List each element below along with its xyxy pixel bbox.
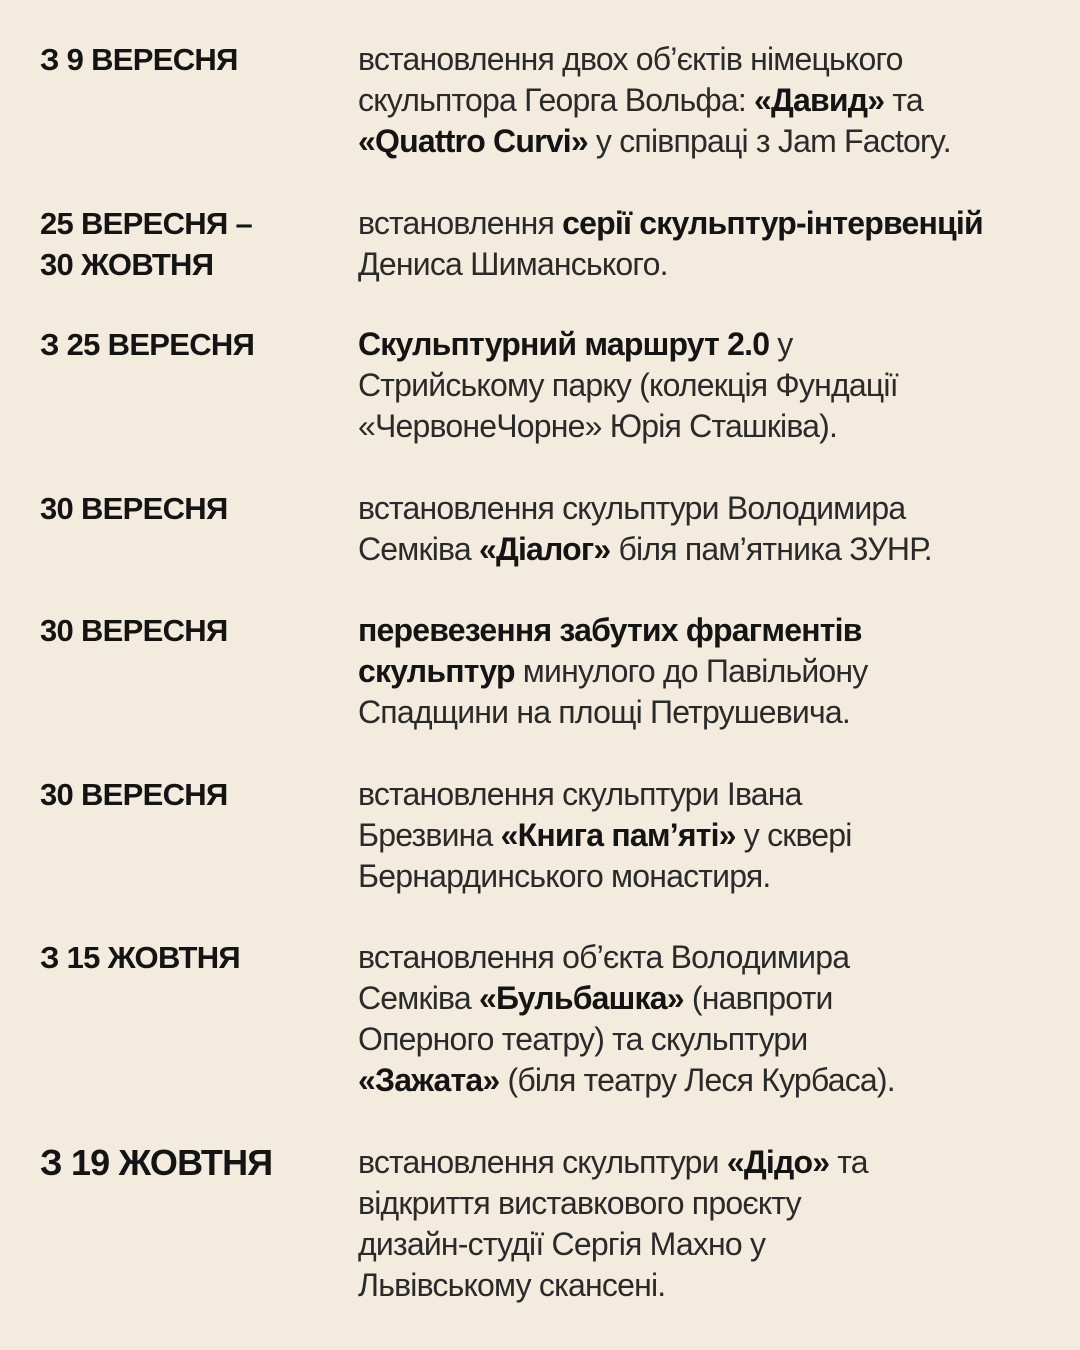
sculpture-title: «Книга пам’яті» [500, 817, 736, 853]
sculpture-title: «Дідо» [726, 1144, 830, 1180]
event-date-line: 30 ЖОВТНЯ [40, 247, 214, 282]
description-line [358, 856, 1048, 897]
description-text: встановлення скульптури Івана [358, 776, 802, 812]
highlight-text: перевезення забутих фрагментів [358, 612, 862, 648]
description-text: біля пам’ятника ЗУНР. [610, 531, 932, 567]
description-line [358, 774, 1048, 815]
event-description [358, 203, 1048, 285]
event-description [358, 774, 1048, 897]
event-description [358, 1142, 1048, 1306]
description-text: скульптора Георга Вольфа: [358, 82, 755, 118]
description-text: Бернардинського монастиря. [358, 858, 771, 894]
sculpture-title: «Бульбашка» [478, 980, 684, 1016]
event-date-line: 30 ВЕРЕСНЯ [40, 491, 228, 526]
description-line [358, 610, 1048, 651]
description-text: встановлення [358, 205, 563, 241]
description-line [358, 121, 1048, 162]
highlight-text: Скульптурний маршрут 2.0 [358, 326, 770, 362]
description-line [358, 692, 1048, 733]
event-date-line: З 15 ЖОВТНЯ [40, 940, 240, 975]
description-line [358, 203, 1048, 244]
description-text: та [829, 1144, 868, 1180]
sculpture-title: «Quattro Curvi» [358, 123, 588, 159]
description-line [358, 1142, 1048, 1183]
description-text: минулого до Павільйону [514, 653, 868, 689]
description-line [358, 651, 1048, 692]
description-text: та [884, 82, 923, 118]
description-line [358, 324, 1048, 365]
description-line [358, 365, 1048, 406]
event-date [40, 937, 330, 978]
description-text: «ЧервонеЧорне» Юрія Сташківа). [358, 408, 838, 444]
highlight-text: скульптур [358, 653, 515, 689]
event-date [40, 324, 330, 365]
description-text: (навпроти [683, 980, 833, 1016]
description-line [358, 1183, 1048, 1224]
event-date [40, 774, 330, 815]
description-text: Семківа [358, 980, 479, 1016]
event-date-line: 25 ВЕРЕСНЯ – [40, 206, 253, 241]
description-text: Спадщини на площі Петрушевича. [358, 694, 850, 730]
event-date-line: З 19 ЖОВТНЯ [40, 1142, 273, 1183]
description-text: Оперного театру) та скульптури [358, 1021, 808, 1057]
highlight-text: серії скульптур-інтервенцій [562, 205, 983, 241]
event-description [358, 39, 1048, 162]
sculpture-title: «Діалог» [478, 531, 611, 567]
event-date-line: 30 ВЕРЕСНЯ [40, 777, 228, 812]
event-date [40, 488, 330, 529]
description-line [358, 244, 1048, 285]
description-line [358, 1019, 1048, 1060]
description-line [358, 937, 1048, 978]
description-text: Стрийському парку (колекція Фундації [358, 367, 898, 403]
description-line [358, 488, 1048, 529]
description-text: встановлення скульптури Володимира [358, 490, 906, 526]
description-text: встановлення скульптури [358, 1144, 727, 1180]
description-line [358, 1265, 1048, 1306]
sculpture-title: «Давид» [754, 82, 885, 118]
event-date [40, 610, 330, 651]
event-date [40, 203, 330, 285]
sculpture-title: «Зажата» [358, 1062, 500, 1098]
event-description [358, 488, 1048, 570]
event-description [358, 937, 1048, 1101]
description-text: у співпраці з Jam Factory. [587, 123, 951, 159]
description-text: Дениса Шиманського. [358, 246, 668, 282]
description-line [358, 978, 1048, 1019]
description-text: встановлення двох об’єктів німецького [358, 41, 903, 77]
description-text: у [769, 326, 793, 362]
description-text: Семківа [358, 531, 479, 567]
event-date-line: З 9 ВЕРЕСНЯ [40, 42, 238, 77]
event-date [40, 1142, 330, 1183]
event-date-line: 30 ВЕРЕСНЯ [40, 613, 228, 648]
event-date [40, 39, 330, 80]
description-line [358, 406, 1048, 447]
description-text: встановлення об’єкта Володимира [358, 939, 850, 975]
description-text: (біля театру Леся Курбаса). [499, 1062, 895, 1098]
description-line [358, 1224, 1048, 1265]
description-line [358, 39, 1048, 80]
description-text: дизайн-студії Сергія Махно у [358, 1226, 766, 1262]
event-date-line: З 25 ВЕРЕСНЯ [40, 327, 255, 362]
description-text: Брезвина [358, 817, 501, 853]
description-text: у сквері [735, 817, 852, 853]
description-line [358, 1060, 1048, 1101]
description-line [358, 529, 1048, 570]
description-line [358, 815, 1048, 856]
description-text: відкриття виставкового проєкту [358, 1185, 801, 1221]
event-description [358, 610, 1048, 733]
description-line [358, 80, 1048, 121]
description-text: Львівському скансені. [358, 1267, 666, 1303]
event-description [358, 324, 1048, 447]
